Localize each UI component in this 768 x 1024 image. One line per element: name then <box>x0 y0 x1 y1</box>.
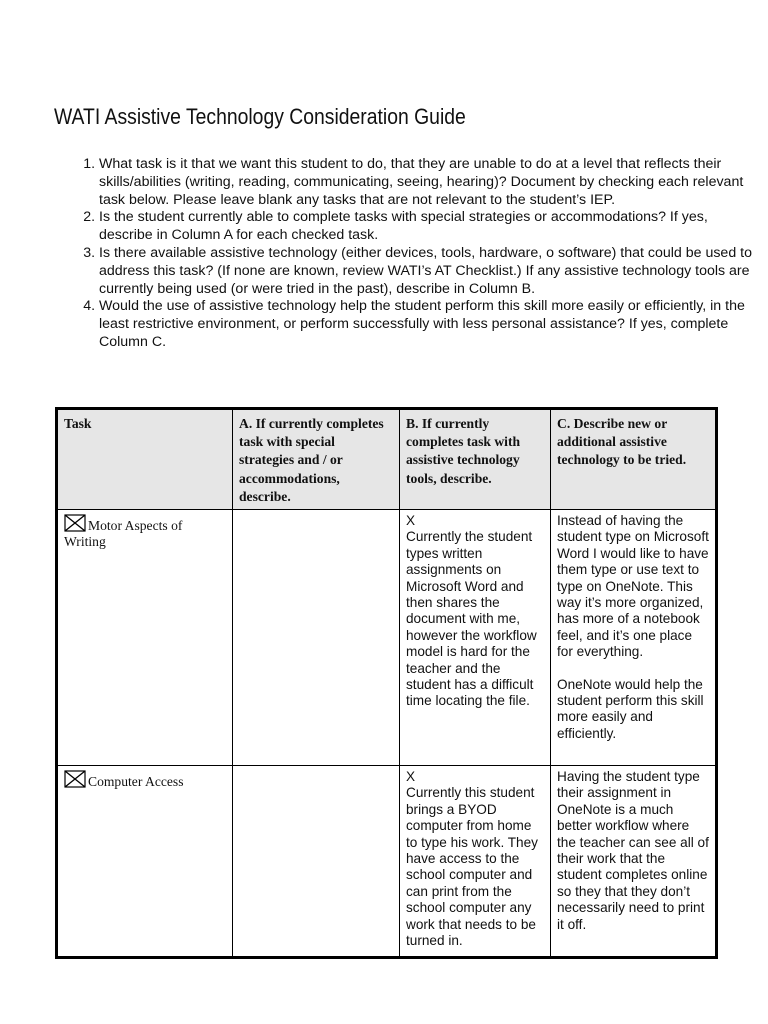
col-c-text: Having the student type their assignment in OneNote is a much better workflow where the teacher can see all of their work that the student completes online so they that they don’t necessarily need to print it off. <box>557 769 709 932</box>
col-c-cell <box>551 766 717 958</box>
col-b-text: Currently the student types written assignments on Microsoft Word and then shares the document with me, however the workflow model is hard for the teacher and the student has a difficult time locating the file. <box>406 529 537 709</box>
question-item: 1. What task is it that we want this student to do, that they are unable to do at a level that reflects their skills/abilities (writing, reading, communicating, seeing, hearing)? Document by checking each relevant task below. Please leave blank any tasks that are not relevant to the student’s IEP. <box>99 156 759 209</box>
col-b-text: Currently this student brings a BYOD computer from home to type his work. They have access to the school computer and can print from the school computer any work that needs to be turned in. <box>406 785 538 949</box>
col-a-cell <box>233 510 400 766</box>
table-row <box>57 510 717 766</box>
task-cell <box>57 766 233 958</box>
table-row <box>57 766 717 958</box>
used-mark: X <box>406 769 416 785</box>
task-label: Computer Access <box>88 774 184 790</box>
task-label: Motor Aspects of Writing <box>64 518 183 550</box>
question-list <box>62 156 759 352</box>
col-c-text: OneNote would help the student perform this skill more easily and efficiently. <box>557 676 704 741</box>
page-title: WATI Assistive Technology Consideration Guide <box>54 104 466 129</box>
used-mark: X <box>406 513 416 529</box>
col-b-cell <box>400 766 551 958</box>
consideration-table <box>55 407 718 959</box>
header-col-a: A. If currently completes task with special strategies and / or accommodations, describe. <box>233 409 400 510</box>
header-task: Task <box>57 409 233 510</box>
checked-box-icon[interactable] <box>64 514 86 532</box>
question-item: 2. Is the student currently able to complete tasks with special strategies or accommodations? If yes, describe in Column A for each checked task. <box>99 209 759 245</box>
col-c-text: Instead of having the student type on Microsoft Word I would like to have them type or use text to type on OneNote. This way it’s more organized, has more of a notebook feel, and it’s one place for everything. <box>557 513 709 660</box>
col-c-cell <box>551 510 717 766</box>
col-b-cell <box>400 510 551 766</box>
checked-box-icon[interactable] <box>64 770 86 788</box>
header-col-b: B. If currently completes task with assistive technology tools, describe. <box>400 409 551 510</box>
header-col-c: C. Describe new or additional assistive technology to be tried. <box>551 409 717 510</box>
table-header-row <box>57 409 717 510</box>
question-item: 4. Would the use of assistive technology help the student perform this skill more easily or efficiently, in the least restrictive environment, or perform successfully with less personal assistance? If yes, complete Column C. <box>99 298 759 351</box>
task-cell <box>57 510 233 766</box>
question-item: 3. Is there available assistive technology (either devices, tools, hardware, o software) that could be used to address this task? (If none are known, review WATI’s AT Checklist.) If any assistive technology tools are currently being used (or were tried in the past), describe in Column B. <box>99 245 759 298</box>
col-a-cell <box>233 766 400 958</box>
